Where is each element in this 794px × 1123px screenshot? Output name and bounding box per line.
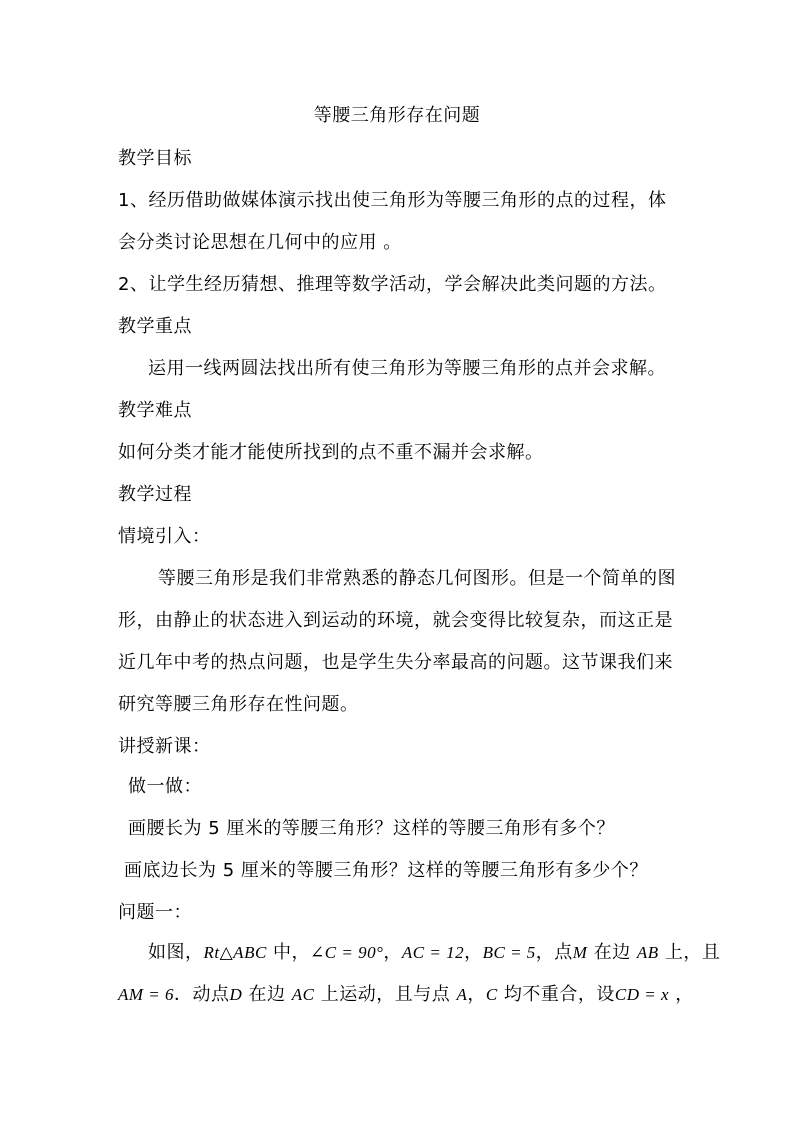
key-points-heading: 教学重点 <box>118 316 192 337</box>
key-points-text: 运用一线两圆法找出所有使三角形为等腰三角形的点并会求解。 <box>148 358 666 379</box>
problem-1-text: ， <box>467 984 486 1005</box>
point-m: M <box>572 943 588 962</box>
process-heading: 教学过程 <box>118 484 192 505</box>
intro-paragraph-line-1: 等腰三角形是我们非常熟悉的静态几何图形。但是一个简单的图 <box>158 568 676 589</box>
objectives-heading: 教学目标 <box>118 148 192 169</box>
problem-1-line-1 <box>148 941 720 965</box>
point-c: C <box>485 985 498 1004</box>
try-question-2: 画底边长为 5 厘米的等腰三角形？这样的等腰三角形有多少个？ <box>124 860 648 881</box>
problem-1-text: 上，且 <box>658 942 721 963</box>
side-ac: AC <box>291 985 315 1004</box>
document-title: 等腰三角形存在问题 <box>313 105 481 126</box>
point-d: D <box>229 985 243 1004</box>
point-a: A <box>456 985 468 1004</box>
segment-am-value: AM = 6 <box>118 985 175 1004</box>
objective-1-line-2: 会分类讨论思想在几何中的应用 。 <box>118 232 402 253</box>
problem-1-text: 均不重合，设 <box>497 984 615 1005</box>
angle-c-value: ∠C = 90° <box>310 943 384 962</box>
problem-1-text: ， <box>669 984 694 1005</box>
problem-1-text: 在边 <box>587 942 637 963</box>
segment-cd-value: CD = x <box>614 985 670 1004</box>
try-heading: 做一做： <box>128 776 202 797</box>
intro-paragraph-line-3: 近几年中考的热点问题，也是学生失分率最高的问题。这节课我们来 <box>118 652 673 673</box>
difficult-points-text: 如何分类才能才能使所找到的点不重不漏并会求解。 <box>118 442 544 463</box>
problem-1-text: ， <box>383 942 402 963</box>
intro-paragraph-line-4: 研究等腰三角形存在性问题。 <box>118 694 359 715</box>
problem-1-text: 如图， <box>148 942 204 963</box>
problem-1-text: 在边 <box>242 984 292 1005</box>
problem-1-text: ，点 <box>535 942 573 963</box>
try-question-1: 画腰长为 5 厘米的等腰三角形？这样的等腰三角形有多个？ <box>128 818 615 839</box>
side-bc-value: BC = 5 <box>482 943 536 962</box>
problem-1-text: ．动点 <box>174 984 230 1005</box>
triangle-name: Rt△ABC <box>203 943 267 962</box>
intro-heading: 情境引入： <box>118 526 211 547</box>
objective-2: 2、让学生经历猜想、推理等数学活动，学会解决此类问题的方法。 <box>118 274 667 295</box>
side-ab: AB <box>636 943 659 962</box>
difficult-points-heading: 教学难点 <box>118 400 192 421</box>
problem-1-text: 中， <box>266 942 311 963</box>
problem-1-heading: 问题一： <box>118 902 192 923</box>
problem-1-line-2 <box>118 983 694 1007</box>
side-ac-value: AC = 12 <box>401 943 465 962</box>
intro-paragraph-line-2: 形，由静止的状态进入到运动的环境，就会变得比较复杂，而这正是 <box>118 610 673 631</box>
new-lesson-heading: 讲授新课： <box>118 736 211 757</box>
problem-1-text: ， <box>464 942 483 963</box>
objective-1-line-1: 1、经历借助做媒体演示找出使三角形为等腰三角形的点的过程，体 <box>118 190 667 211</box>
problem-1-text: 上运动，且与点 <box>314 984 457 1005</box>
